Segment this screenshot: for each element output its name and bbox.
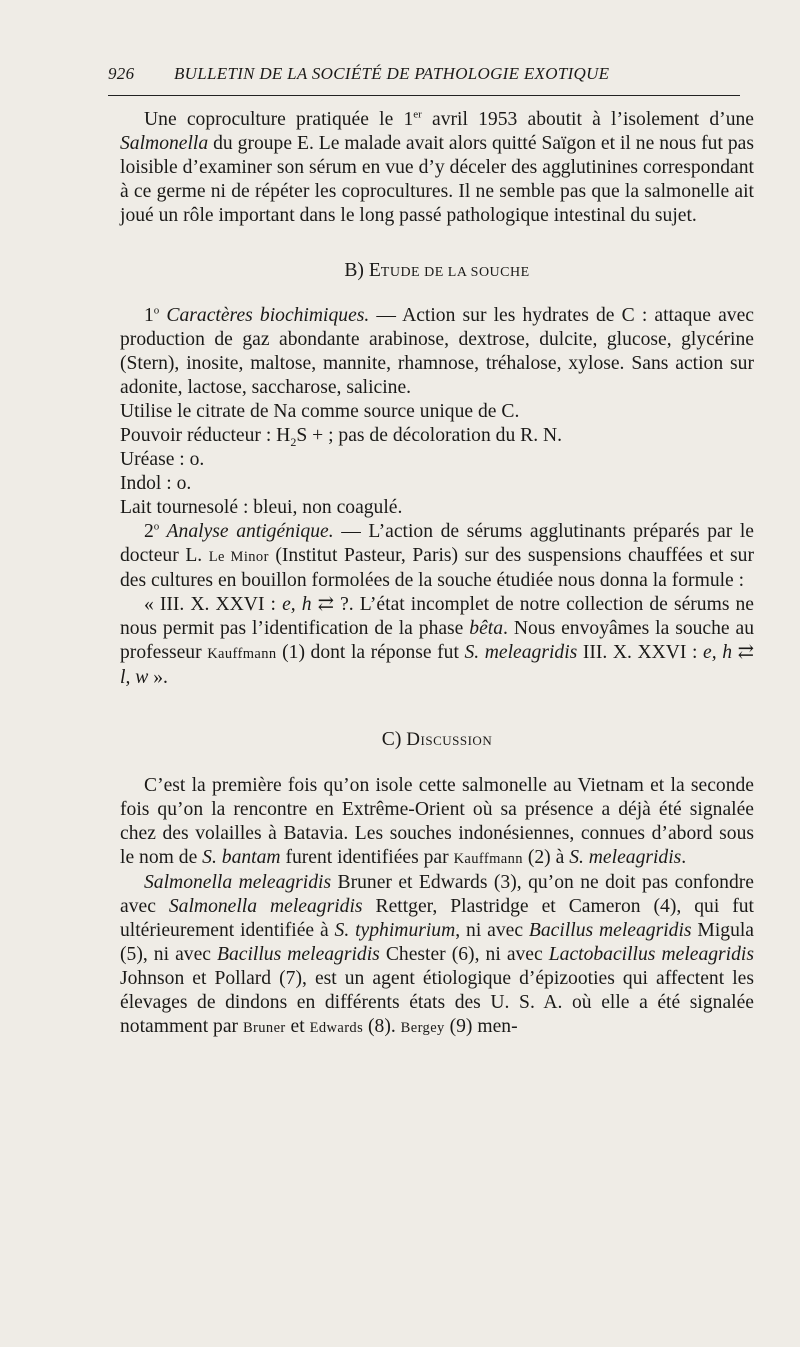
text-run: Pouvoir réducteur : H: [120, 425, 291, 446]
text-run: (8).: [363, 1016, 401, 1037]
paragraph-formula: [120, 593, 754, 690]
italic-term: e, h: [703, 642, 733, 663]
text-run: et: [285, 1016, 310, 1037]
text-run: (Institut Pasteur, Paris) sur des suspensions chauffées et sur des cultures en bouillon formolées de la souche étudiée nous donna la formule :: [120, 545, 754, 591]
text-run: avril 1953 aboutit à l’isolement d’une: [421, 109, 754, 130]
paragraph-citrate: Utilise le citrate de Na comme source unique de C.: [120, 401, 520, 422]
superscript: er: [413, 108, 422, 121]
item-number: 2: [144, 521, 154, 542]
italic-term: Salmonella meleagridis: [144, 872, 332, 893]
text-run: Une coproculture pratiquée le 1: [144, 109, 414, 130]
text-run: — L’action de sérums agglutinants préparés par le docteur L.: [120, 521, 754, 566]
running-header: [108, 64, 738, 88]
author-name: Bergey: [400, 1020, 445, 1036]
heading-smallcaps: TUDE DE LA SOUCHE: [380, 265, 530, 280]
section-heading-c: [120, 728, 754, 752]
italic-term: Bacillus meleagridis: [217, 944, 380, 965]
italic-subheading: Caractères biochimiques.: [159, 305, 370, 326]
article-body: [120, 108, 754, 1040]
text-run: . Nous envoyâmes la souche au professeur: [120, 618, 755, 663]
paragraph-coproculture: [120, 108, 754, 228]
superscript: o: [153, 304, 160, 317]
italic-term: S. meleagridis: [464, 642, 578, 663]
heading-label: C): [381, 729, 407, 750]
text-run: ».: [148, 667, 168, 688]
text-run: S + ; pas de décoloration du R. N.: [296, 425, 563, 446]
text-run: — Action sur les hydrates de C : attaque avec production de gaz abondante arabinose, dextrose, dulcite, glucose, glycérine (Stern), inosite, maltose, mannite, rhamnose, tréhalose, xylose. Sans action sur adonite, lactose, saccharose, salicine.: [120, 305, 754, 398]
text-run: Bruner et Edwards (3), qu’on ne doit pas confondre avec: [120, 872, 754, 917]
text-run: furent identifiées par: [280, 847, 454, 868]
text-run: Johnson et Pollard (7), est un agent étiologique d’épizooties qui affectent les élevages de dindons en différents états des U. S. A. où elle a été signalée notamment par: [120, 968, 754, 1037]
paragraph-litmus-milk: Lait tournesolé : bleui, non coagulé.: [120, 497, 403, 518]
paragraph-urease: Uréase : o.: [120, 449, 205, 470]
italic-term: e, h: [282, 594, 312, 615]
text-run: Chester (6), ni avec: [379, 944, 549, 965]
heading-initial: E: [368, 260, 381, 281]
superscript: o: [153, 520, 160, 533]
text-run: (9) men-: [444, 1016, 518, 1037]
italic-term: Lactobacillus meleagridis: [548, 944, 754, 965]
phase-symbol: ⇄: [732, 642, 754, 663]
text-run: « III. X. XXVI :: [144, 594, 283, 615]
text-run: C’est la première fois qu’on isole cette salmonelle au Vietnam et la seconde fois qu’on la rencontre en Extrême-Orient où sa présence a déjà été signalée chez des volailles à Batavia. Les souches indonésiennes, connues d’abord sous le nom de: [120, 775, 754, 868]
paragraph-antigenic: [120, 520, 754, 593]
italic-subheading: Analyse antigénique.: [159, 521, 334, 542]
page-number: 926: [108, 64, 135, 83]
italic-term: bêta: [469, 618, 504, 639]
text-run: .: [681, 847, 687, 868]
heading-smallcaps: Discussion: [406, 729, 493, 750]
text-run: Migula (5), ni avec: [120, 920, 755, 965]
running-title: BULLETIN DE LA SOCIÉTÉ DE PATHOLOGIE EXOTIQUE: [174, 64, 610, 83]
text-run: du groupe E. Le malade avait alors quitté Saïgon et il ne nous fut pas loisible d’examiner son sérum en vue d’y déceler des agglutinines correspondant à ce germe ni de répéter les coprocultures. Il ne semble pas que la salmonelle ait joué un rôle important dans le long passé pathologique intestinal du sujet.: [120, 133, 754, 226]
text-run: (2) à: [522, 847, 570, 868]
author-name: Bruner: [242, 1020, 286, 1036]
heading-label: B): [344, 260, 369, 281]
italic-term: Salmonella: [120, 133, 209, 154]
section-heading-b: [120, 259, 754, 285]
author-name: Kauffmann: [207, 646, 277, 662]
italic-term: Salmonella meleagridis: [168, 896, 363, 917]
text-run: III. X. XXVI :: [577, 642, 704, 663]
item-number: 1: [144, 305, 154, 326]
paragraph-discussion-1: [120, 774, 754, 871]
text-run: ?. L’état incomplet de notre collection de sérums ne nous permit pas l’identification de la phase: [120, 594, 755, 639]
phase-symbol: ⇄: [311, 594, 341, 615]
italic-term: S. meleagridis: [569, 847, 682, 868]
author-name: Kauffmann: [453, 851, 523, 867]
paragraph-reduction: [120, 424, 754, 448]
subscript: 2: [290, 434, 297, 449]
italic-term: S. typhimurium: [334, 920, 456, 941]
italic-term: S. bantam: [202, 847, 281, 868]
header-rule: [108, 95, 740, 96]
paragraph-indol: Indol : o.: [120, 473, 192, 494]
paragraph-biochemical: [120, 304, 754, 400]
italic-term: Bacillus meleagridis: [528, 920, 692, 941]
author-name: Edwards: [309, 1020, 364, 1036]
text-run: Rettger, Plastridge et Cameron (4), qui fut ultérieurement identifiée à: [120, 896, 755, 941]
paragraph-discussion-2: [120, 871, 754, 1040]
text-run: , ni avec: [455, 920, 529, 941]
author-name: Le Minor: [208, 549, 269, 565]
text-run: (1) dont la réponse fut: [276, 642, 465, 663]
italic-term: l, w: [120, 667, 149, 688]
